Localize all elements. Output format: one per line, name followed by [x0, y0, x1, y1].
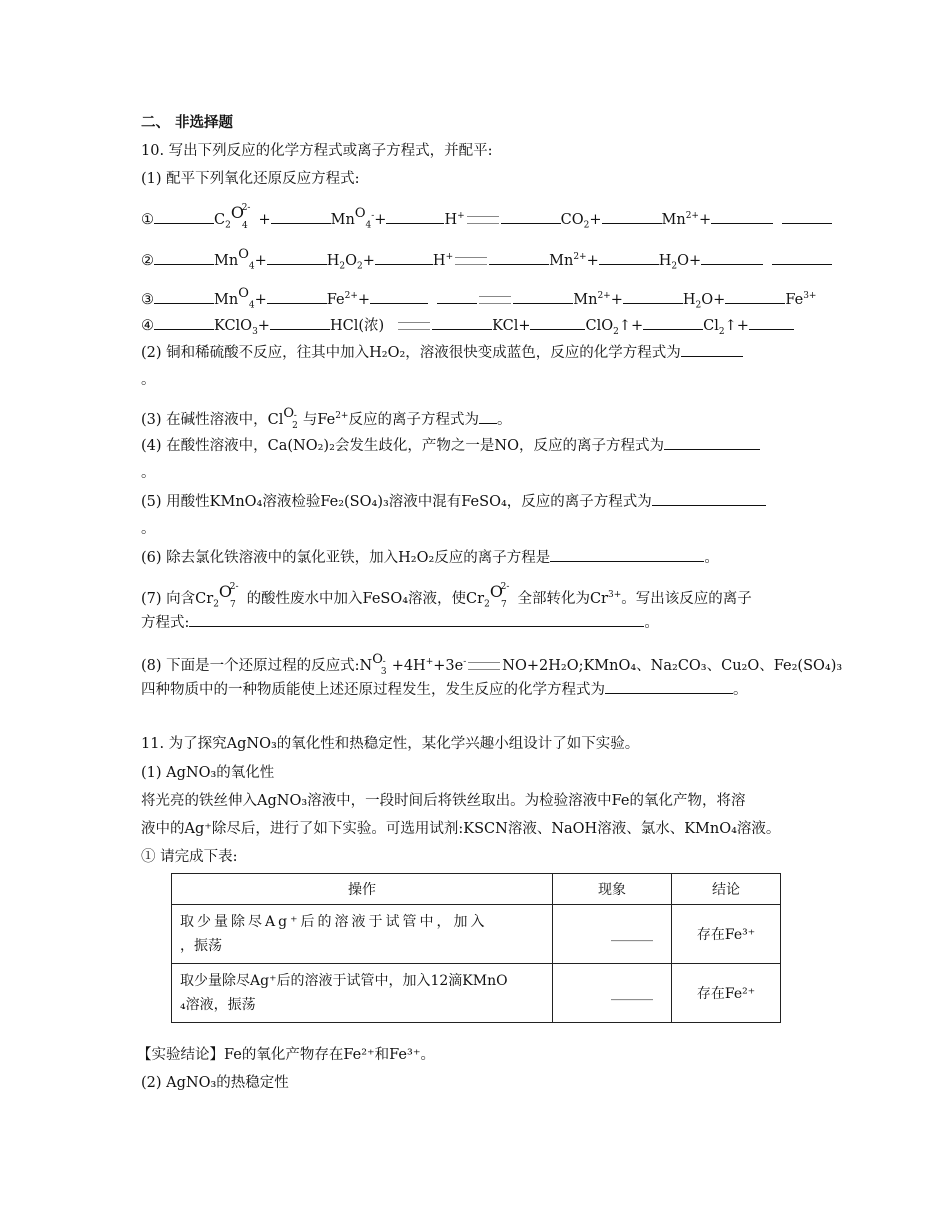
equation-4: ④ KClO$_3$+ HCl(浓) KCl+ ClO$_2$↑+ $Cl_2↑+$ — [141, 316, 794, 342]
q10-part3: (3) 在碱性溶液中，ClO$_2$- 与$Fe^{2+}$反应的离子方程式为 。 — [141, 405, 512, 431]
q10-part7-line2: 方程式: 。 — [141, 615, 659, 631]
cell-operation: 取少量除尽Ag⁺后的溶液于试管中，加入12滴KMnO ₄溶液，振荡 — [172, 964, 553, 1023]
cell-phenomenon: ______ — [553, 964, 672, 1023]
table-row — [172, 964, 781, 1023]
cell-conclusion: 存在Fe³⁺ — [672, 905, 781, 964]
q11-part2: (2) AgNO₃的热稳定性 — [141, 1075, 289, 1091]
equation-2: ② $MnO_4+ H_2O_2+ H^+$ $Mn^{2+}+ H_2O+$ — [141, 247, 832, 277]
equation-1: ① $C_2O_4^{2-}+ MnO_4^-+ H^+$ $CO_2+ Mn^{2+}+$ — [141, 206, 832, 236]
header-phenomenon: 现象 — [553, 874, 672, 905]
q10-part4: (4) 在酸性溶液中，Ca(NO₂)₂会发生歧化，产物之一是NO，反应的离子方程式为 — [141, 436, 760, 456]
q10-part8-line2: 四种物质中的一种物质能使上述还原过程发生，发生反应的化学方程式为 。 — [141, 682, 748, 698]
q10-part8: (8) 下面是一个还原过程的反应式$:NO_3^- +4H^++3e^-$ NO+2H₂O;KMnO₄、Na₂CO₃、Cu₂O、Fe₂(SO₄)₃ — [141, 651, 843, 677]
q11-part1-text2: 液中的Ag⁺除尽后，进行了如下实验。可选用试剂:KSCN溶液、NaOH溶液、氯水、KMnO₄溶液。 — [141, 821, 781, 837]
q11-part1-text1: 将光亮的铁丝伸入AgNO₃溶液中，一段时间后将铁丝取出。为检验溶液中Fe的氧化产物，将溶 — [141, 793, 746, 809]
q11-part1: (1) AgNO₃的氧化性 — [141, 765, 275, 781]
table-row — [172, 905, 781, 964]
experiment-conclusion: 【实验结论】Fe的氧化产物存在Fe²⁺和Fe³⁺。 — [137, 1047, 435, 1063]
cell-conclusion: 存在Fe²⁺ — [672, 964, 781, 1023]
q10-stem: 10. 写出下列反应的化学方程式或离子方程式，并配平: — [141, 143, 493, 159]
header-operation: 操作 — [172, 874, 553, 905]
experiment-table — [171, 873, 781, 1023]
header-conclusion: 结论 — [672, 874, 781, 905]
q10-part6: (6) 除去氯化铁溶液中的氯化亚铁，加入H₂O₂反应的离子方程是 。 — [141, 550, 719, 566]
q10-part2: (2) 铜和稀硫酸不反应，往其中加入H₂O₂，溶液很快变成蓝色，反应的化学方程式为 — [141, 343, 743, 363]
q10-part5: (5) 用酸性KMnO₄溶液检验Fe₂(SO₄)₃溶液中混有FeSO₄，反应的离子方程式为 — [141, 492, 766, 512]
q10-part7: (7) 向含$Cr_2O_7^{2-}$的酸性废水中加入FeSO₄溶液，使$Cr_2O_7^{2-}$全部转化为$Cr^{3+}$。写出该反应的离子 — [141, 581, 752, 610]
q10-part1-label: (1) 配平下列氧化还原反应方程式: — [141, 171, 360, 187]
cell-operation: 取少量除尽Ag⁺后的溶液于试管中，加入 ，振荡 — [172, 905, 553, 964]
q10-part4-end: 。 — [141, 465, 156, 481]
section-title: 二、 非选择题 — [141, 115, 234, 131]
equation-3: ③ $MnO_4+ Fe^{2+}+ Mn^{2+}+ H_2O+ Fe^{3+}$ — [141, 285, 817, 311]
q10-part5-end: 。 — [141, 521, 156, 537]
q11-stem: 11. 为了探究AgNO₃的氧化性和热稳定性，某化学兴趣小组设计了如下实验。 — [141, 736, 640, 752]
q11-task: ① 请完成下表: — [141, 849, 238, 865]
cell-phenomenon: ______ — [553, 905, 672, 964]
q10-part2-end: 。 — [141, 372, 156, 388]
